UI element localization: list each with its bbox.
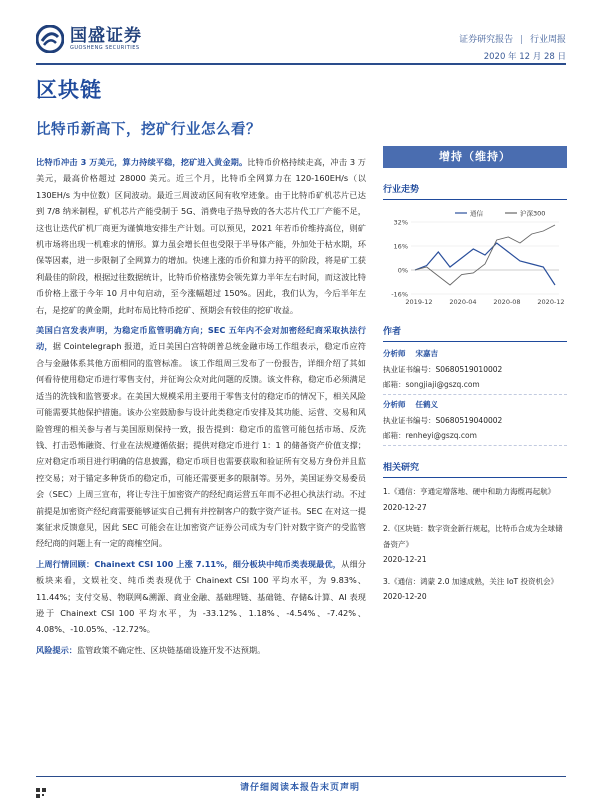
company-logo	[36, 24, 166, 54]
cert-label: 执业证书编号：	[383, 364, 436, 374]
report-type-label: 证券研究报告	[459, 35, 514, 45]
paragraph-text: 比特币价格持续走高，冲击 3 万美元，最高价格超过 28000 美元。近三个月，比特币全网算力在 120-160EH/s（以 130EH/s 为中位数）区间波动。最近三周波动区间有收窄迹象。由于比特币矿机芯片已达到 7/8 纳米制程，矿机芯片产能受制于 5G、消费电子热导致的各大芯片代工厂产能不足，这也让迭代矿机厂商更为谨慎地安排生产计划。可以预见，2021 年若币价维持高位，则矿机市场将出现一机难求的情形。算力虽会增长但也受限于半导体产能，外加处于枯水期，环保等因素，进一步限制了全网算力的增加。快速上涨的币价和算力持平的阶段，将是矿工获利最佳的阶段，根据过往数据统计，比特币价格涨势会领先算力半年左右时间，而这波比特币价格上涨于今年 10 月中旬启动，至今涨幅超过 150%。因此，我们认为，今后半年左右，是挖矿的黄金期，此时布局比特币挖矿、预期会有较佳的挖矿收益。	[36, 157, 366, 315]
author-role: 分析师	[383, 349, 406, 358]
paragraph-text: 从细分板块来看，文娱社交、纯币类表现优于 Chainext CSI 100 平均水平，为 9.83%、11.44%；支付交易、物联网&溯源、商业金融、基础理链、基础链、存储&计算、AI 表现逊于 Chainext CSI 100 平均水平，为 -33.12%、1.18%、-4.54%、-7.42%、4.08%、-10.05%、-12.72%。	[36, 558, 366, 635]
cert-number: S0680519010002	[435, 364, 503, 374]
y-tick-label: -16%	[391, 290, 408, 299]
cert-number: S0680519040002	[435, 415, 503, 425]
sidebar	[383, 146, 567, 611]
cert-label: 执业证书编号：	[383, 415, 436, 425]
y-tick-label: 32%	[393, 218, 408, 227]
paragraph-text: 据 Cointelegraph 报道，近日美国白宫特朗普总统金融市场工作组表示，稳定币应符合与金融体系其他方面相同的监管标准。 该工作组周三发布了一份报告，详细介绍了其如何看待使用稳定币进行零售支付，并征询公众对此问题的反馈。该文件称，稳定币必须满足适当的洗钱和监管要求。在美国大规模采用主要用于零售支付的稳定币的情况下，相关风险可能需要其他保护措施。该办公室鼓励参与设计此类稳定币安排及其功能、运营、交易和风险管理的相关参与者与美国原则保持一致，报告提到：稳定币的监管可能包括市场、反洗钱、打击恐怖融资、行业在法规遵循依据；提供对稳定币进行 1：1 的储备资产价值支撑；应对稳定币项目进行明确的信息披露，稳定币项目也需要获取和验证所有交易方身份并且监控交易；对于锚定多种货币的稳定币，可能还需要更多的限制等。另外，美国证券交易委员会（SEC）上周三宣布，将让专注于加密资产的经纪商运营五年而不必担心执法行动。不过前提是加密资产经纪商需要能够证实自己拥有并控制客户的数字资产证书。SEC 在对这一提案征求反馈意见，因此 SEC 可能会在让加密资产证券公司成为专门针对数字资产的受监管经纪商的问题上有一定的商榷空间。	[36, 341, 366, 549]
logo-name-en: GUOSHENG SECURITIES	[70, 44, 140, 51]
footer-divider	[36, 776, 566, 777]
qr-code-icon	[36, 788, 46, 798]
author-email[interactable]: songjiaji@gszq.com	[405, 380, 480, 389]
author-2	[383, 397, 567, 446]
main-body	[36, 154, 366, 662]
report-type	[459, 32, 566, 45]
related-item[interactable]: 2.《区块链：数字资金新行规起，比特币合成为全球储备资产》	[383, 524, 563, 549]
legend-label: 通信	[470, 209, 483, 218]
trend-chart	[383, 206, 567, 310]
paragraph-lead: 上周行情回顾：Chainext CSI 100 上涨 7.11%，细分板块中纯币类表现最优，	[36, 558, 342, 569]
legend-label: 沪深300	[520, 209, 546, 218]
y-tick-label: 0%	[397, 266, 408, 275]
author-name: 任鹤义	[415, 400, 438, 409]
x-tick-label: 2020-12	[537, 298, 565, 306]
x-tick-label: 2019-12	[405, 298, 433, 306]
paragraph-regulation	[36, 322, 366, 552]
x-tick-label: 2020-04	[449, 298, 477, 306]
header-divider	[36, 63, 566, 65]
paragraph-lead: 比特币冲击 3 万美元，算力持续平稳，挖矿进入黄金期。	[36, 157, 248, 167]
header-separator: |	[520, 35, 524, 45]
author-name: 宋嘉吉	[415, 349, 438, 358]
related-item[interactable]: 1.《通信：亨通定增落地、硬中和助力海缆再起航》	[383, 487, 556, 496]
trend-chart-svg	[383, 206, 567, 310]
paragraph-lead: 美国白宫发表声明，为稳定币监管明确方向；SEC 五年内不会对加密经纪商采取执法行动，	[36, 325, 366, 352]
report-subtype-label: 行业周报	[529, 35, 566, 45]
related-date: 2020-12-20	[383, 592, 427, 601]
authors-heading: 作者	[383, 324, 567, 342]
related-heading: 相关研究	[383, 460, 567, 478]
logo-emblem-icon	[36, 25, 64, 53]
author-email[interactable]: renheyi@gszq.com	[405, 431, 477, 440]
rating-badge: 增持（维持）	[383, 146, 567, 168]
paragraph-mining	[36, 154, 366, 318]
related-list	[383, 484, 567, 605]
footer-disclaimer: 请仔细阅读本报告末页声明	[239, 783, 360, 793]
paragraph-market-review	[36, 556, 366, 638]
trend-heading: 行业走势	[383, 182, 567, 200]
related-date: 2020-12-27	[383, 502, 427, 512]
email-label: 邮箱：	[383, 431, 406, 440]
logo-name: 国盛证券	[70, 25, 142, 46]
sector-title: 区块链	[36, 78, 102, 102]
email-label: 邮箱：	[383, 380, 406, 389]
paragraph-text: 监管政策不确定性、区块链基础设施开发不达预期。	[76, 644, 266, 655]
report-title: 比特币新高下，挖矿行业怎么看？	[36, 122, 261, 138]
author-1	[383, 346, 567, 395]
author-role: 分析师	[383, 400, 406, 409]
paragraph-risk	[36, 642, 366, 658]
paragraph-lead: 风险提示：	[36, 644, 77, 655]
y-tick-label: 16%	[393, 242, 408, 251]
related-item[interactable]: 3.《通信：鸿蒙 2.0 加速成熟，关注 IoT 投资机会》	[383, 576, 559, 586]
x-tick-label: 2020-08	[493, 298, 521, 306]
report-date: 2020 年 12 月 28 日	[483, 52, 566, 62]
related-date: 2020-12-21	[383, 555, 427, 564]
